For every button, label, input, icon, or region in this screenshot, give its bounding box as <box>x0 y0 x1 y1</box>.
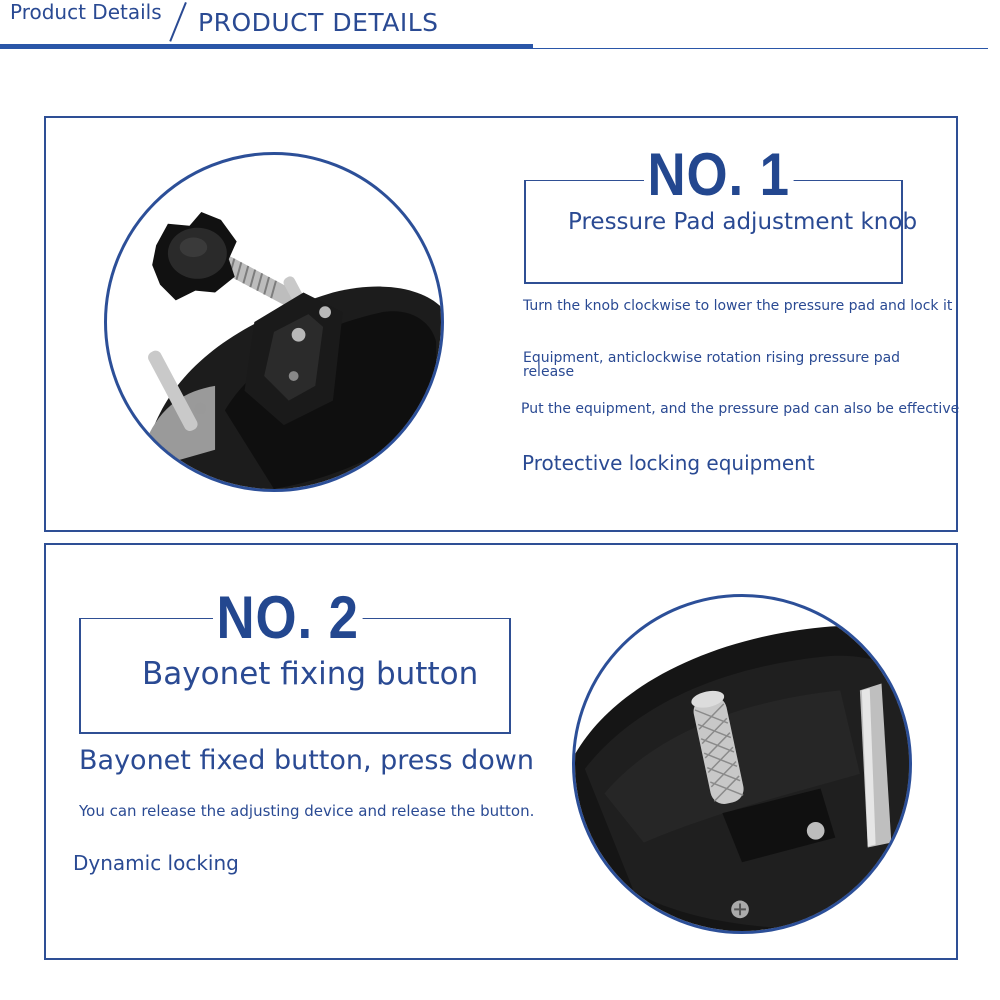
section-2-line-1: Bayonet fixed button, press down <box>79 745 534 776</box>
bayonet-button-photo-icon <box>572 594 912 934</box>
header-label-small: Product Details <box>10 0 162 24</box>
header-slash-divider <box>169 2 187 42</box>
header-underline-thick <box>0 44 533 49</box>
section-1-line-3: Put the equipment, and the pressure pad can also be effective <box>521 401 960 417</box>
header-label-big: PRODUCT DETAILS <box>198 8 439 37</box>
section-1-line-4: Protective locking equipment <box>522 451 815 475</box>
section-1-title: Pressure Pad adjustment knob <box>568 209 918 235</box>
clamp-knob-photo-icon <box>104 152 444 492</box>
bayonet-button-photo-svg <box>575 597 909 931</box>
section-1-line-2: Equipment, anticlockwise rotation rising pressure pad release <box>523 350 901 380</box>
clamp-knob-photo-svg <box>107 155 441 489</box>
section-2-line-2: You can release the adjusting device and release the button. <box>79 802 535 820</box>
section-2-number: NO. 2 <box>213 588 362 648</box>
section-2-line-3: Dynamic locking <box>73 851 239 875</box>
section-1-line-1: Turn the knob clockwise to lower the pressure pad and lock it <box>523 298 953 314</box>
section-2-title: Bayonet fixing button <box>142 656 479 692</box>
section-1-number: NO. 1 <box>644 145 793 205</box>
header-underline-thin <box>533 48 988 49</box>
